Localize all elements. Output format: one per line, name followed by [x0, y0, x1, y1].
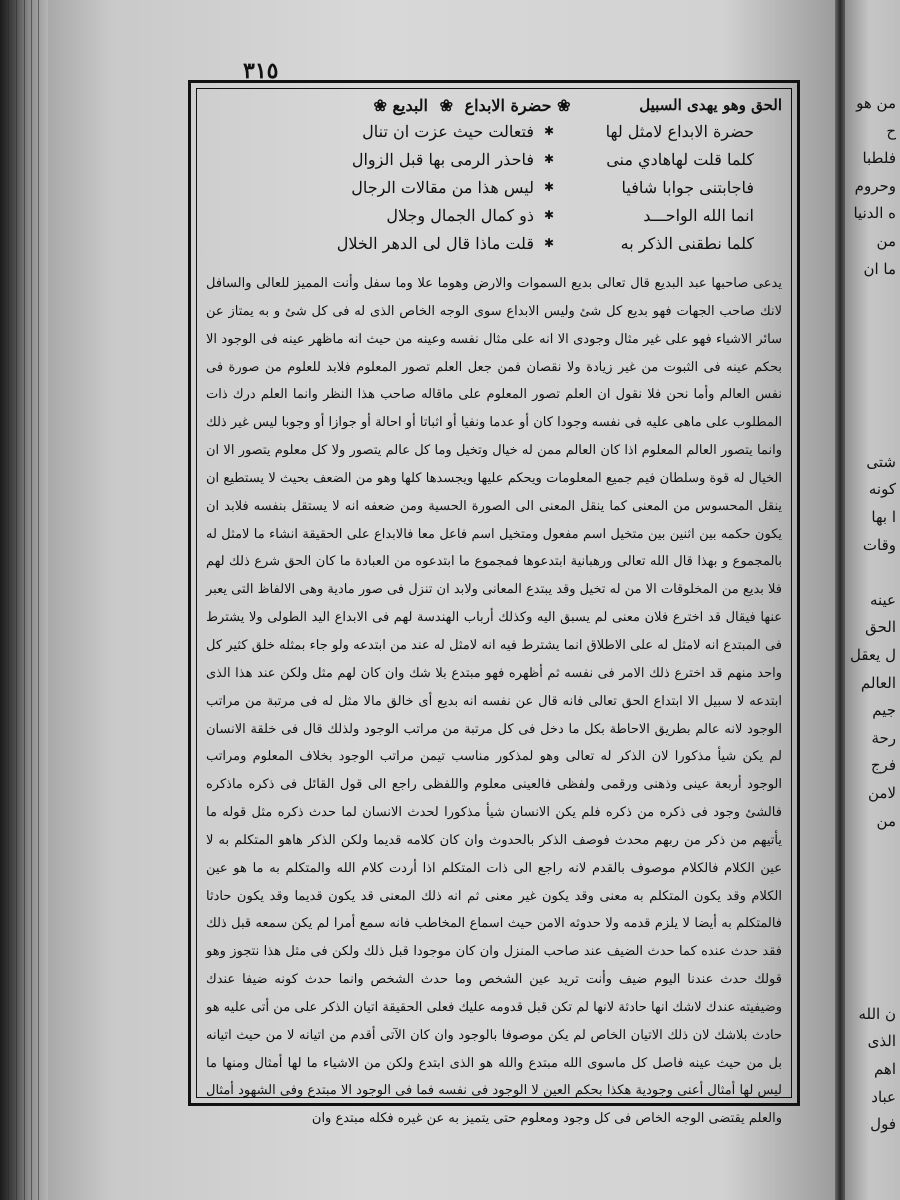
- verse-first-hemistich: حضرة الابداع لامثل لها: [605, 122, 754, 141]
- text-block: [202, 92, 786, 1127]
- verse-separator-star: ✱: [543, 236, 554, 250]
- section-title-left: البديع: [392, 96, 428, 115]
- facing-page-line: فرج: [870, 756, 896, 775]
- facing-page-line: عينه: [869, 590, 896, 609]
- facing-page-line: شتى: [866, 452, 896, 471]
- section-title-ornament-right: ❀: [557, 96, 571, 115]
- verse-second-hemistich: قلت ماذا قال لى الدهر الخلال: [336, 234, 534, 253]
- verse-first-hemistich: فاجابتنى جوابا شافيا: [621, 178, 754, 197]
- facing-page-line: من هو: [856, 94, 896, 112]
- facing-page-line: ا بها: [871, 508, 896, 526]
- verse-line: [334, 150, 754, 176]
- facing-page-line: ه الدنيا: [853, 204, 896, 223]
- facing-page-line: ما ان: [863, 259, 896, 278]
- verse-second-hemistich: فاحذر الرمى بها قبل الزوال: [351, 150, 534, 169]
- section-title-separator: ❀: [439, 96, 453, 115]
- facing-page-line: الحق: [865, 618, 896, 637]
- facing-page-line: ح: [886, 121, 896, 140]
- verse-line: [334, 122, 754, 148]
- facing-page-line: ل يعقل: [849, 646, 896, 664]
- verse-second-hemistich: فتعالت حيث عزت ان تنال: [362, 122, 534, 141]
- verse-line: [334, 206, 754, 232]
- facing-page-line: كونه: [868, 480, 896, 499]
- facing-page-line: فول: [870, 1115, 896, 1134]
- verse-separator-star: ✱: [543, 124, 554, 138]
- section-title: [352, 96, 592, 115]
- section-title-ornament-left: ❀: [373, 96, 387, 115]
- facing-page-line: من: [876, 232, 896, 250]
- facing-page-line: فلطبا: [862, 149, 896, 168]
- facing-page-line: العالم: [860, 673, 896, 692]
- facing-page-line: وحروم: [854, 176, 896, 195]
- facing-page-line: وقات: [862, 535, 896, 554]
- running-head: الحق وهو يهدى السبيل: [639, 96, 782, 114]
- verse-first-hemistich: كلما قلت لهاهادي منى: [606, 150, 754, 169]
- verse-second-hemistich: ليس هذا من مقالات الرجال: [351, 178, 534, 197]
- facing-page-line: ن الله: [858, 1004, 896, 1023]
- facing-page-line: رحة: [871, 728, 896, 747]
- verse-first-hemistich: كلما نطقنى الذكر به: [620, 234, 754, 253]
- facing-page-line: لامن: [867, 784, 896, 802]
- verse-separator-star: ✱: [543, 152, 554, 166]
- verse-line: [334, 234, 754, 260]
- facing-page-line: عباد: [871, 1087, 896, 1106]
- facing-page-line: اهم: [873, 1060, 896, 1078]
- verse-separator-star: ✱: [543, 180, 554, 194]
- book-gutter: [835, 0, 845, 1200]
- section-title-right: حضرة الابداع: [464, 96, 552, 115]
- facing-page-line: الذى: [867, 1032, 896, 1051]
- facing-page-line: من: [876, 811, 896, 830]
- facing-page-fragment: [845, 0, 900, 1200]
- verse-first-hemistich: انما الله الواحـــد: [643, 206, 754, 225]
- facing-page-line: جيم: [872, 701, 896, 720]
- verse-second-hemistich: ذو كمال الجمال وجلال: [386, 206, 534, 225]
- verse-separator-star: ✱: [543, 208, 554, 222]
- page-number: ٣١٥: [243, 58, 279, 84]
- book-left-edge: [0, 0, 48, 1200]
- verse-line: [334, 178, 754, 204]
- body-prose: يدعى صاحبها عبد البديع قال تعالى بديع السموات والارض وهوما علا وما سفل وأنت المميز للعالى والسافل لانك صاحب الجهات فهو بديع كل شئ وليس الابداع سوى الوجه الخاص الذى له فى كل شئ و به يمتاز عن سائر الاشياء فهو على غير مثال وجودى الا انه على مثال نفسه وعينه من حيث انه ماظهر عينه فى الوجود الا بحكم عينه فى الثبوت من غير زيادة ولا نقصان فمن جعل العلم تصور المعلوم فلابد للعلوم من صورة فى نفس العالم وأما نحن فلا نقول ان العلم تصور المعلوم على ماقاله صاحب هذا النظر وانما العلم درك ذات المطلوب على ماهى عليه فى نفسه وجودا كان أو عدما ونفيا أو اثباتا أو احالة أو جوازا أو وجوبا ليس غير ذلك وانما يتصور العالم المعلوم اذا كان العالم ممن له خيال وتخيل وما كل عالم يتصور ولا كل معلوم يتصور الا ان الخيال له قوة وسلطان فيم جميع المعلومات ويحكم عليها ويجسدها كلها وهو من الضعف بحيث لا يستطيع ان ينقل المحسوس من المعنى كما ينقل المعنى الى الصورة الحسية ومن ضعفه انه لا يستقل بنفسه فلابد ان يكون حكمه بين اثنين بين متخيل اسم مفعول ومتخيل اسم فاعل معا فالابداع على الحقيقة انشاء ما لامثل له بالمجموع و بهذا قال الله تعالى ورهبانية ابتدعوها فمجموع ما ابتدعوه من العبادة ما كان الحق شرع ذلك لهم فلا بديع من المخلوقات الا من له تخيل وقد يبتدع المعانى ولابد ان تنزل فى صور مادية وهى الالفاظ التى يعبر عنها فيقال قد اخترع فلان معنى لم يسبق اليه وكذلك أرباب الهندسة لهم فى الابداع اليد الطولى ولا يشترط فى المبتدع انه لامثل له على الاطلاق انما يشترط فيه انه لامثل له عند من ابتدعه ولو جاء بمثله خلق كثير كل واحد منهم قد اخترع ذلك الامر فى نفسه ثم أظهره فهو مبتدع بلا شك وان كان لهم مثل ولكن عند هذا الذى ابتدعه لا سبيل الا ابتداع الحق تعالى فانه قال عن نفسه انه بديع أى خالق مالا مثل له فى مرتبة من مراتب الوجود لانه عالم بطريق الاحاطة بكل ما دخل فى كل مرتبة من مراتب الوجود ولذلك قال فى خلقة الانسان لم يكن شيأ مذكورا لان الذكر له تعالى وهو لمذكور مناسب تيمن مراتب الوجود بخلاف المعلوم ومراتب الوجود أربعة عينى وذهنى ورقمى ولفظى فالعينى معلوم واللفظى راجع الى قول القائل فى ذكره ماذكره فالشئ وجود فى ذكره من ذكره فلم يكن الانسان شيأ مذكورا لحدث الانسان لما حدث ذكره مثل قوله ما يأتيهم من ذكر من ربهم محدث فوصف الذكر بالحدوث وان كان كلامه قديما ولكن الذكر هاهو المتكلم به لا عين الكلام فالكلام موصوف بالقدم لانه راجع الى ذات المتكلم اذا أردت كلام الله والمتكلم به ما هو عين الكلام وقد يكون المتكلم به معنى وقد يكون غير معنى ثم انه ذلك المعنى قد يكون قديما وقد يكون حادثا فالمتكلم به أيضا لا يلزم قدمه ولا حدوثه الامن حيث اسماع المخاطب فانه سمع أمرا لم يكن سمعه قبل ذلك فقد حدث عنده كما حدث الضيف عند صاحب المنزل وان كان موجودا قبل ذلك ولكن فى مثل هذا نتجوز وهو قولك حدث عندنا اليوم ضيف وأنت تريد عين الشخص وما حدث الشخص وانما حدث كونه ضيفا عندك وضيفيته عندك لاشك انها حادثة لانها لم تكن قبل قدومه عليك فعلى الحقيقة اتيان الذكر على من أتى عليه هو حادث بلاشك لان ذلك الاتيان الخاص لم يكن موصوفا بالوجود وان كان الآتى أقدم من اتيانه لا من حيث اتيانه بل من حيث عينه فاصل كل ماسوى الله مبتدع والله هو الذى ابتدع ولكن من الاشياء ما لها أمثال ومنها ما ليس لها أمثال أعنى وجودية هكذا بحكم العين لا الوجود فى نفسه فما فى الوجود الا مبتدع وفى الشهود أمثال والعلم يقتضى الوجه الخاص فى كل وجود ومعلوم حتى يتميز به عن غيره فكله مبتدع وان: [206, 276, 782, 1127]
